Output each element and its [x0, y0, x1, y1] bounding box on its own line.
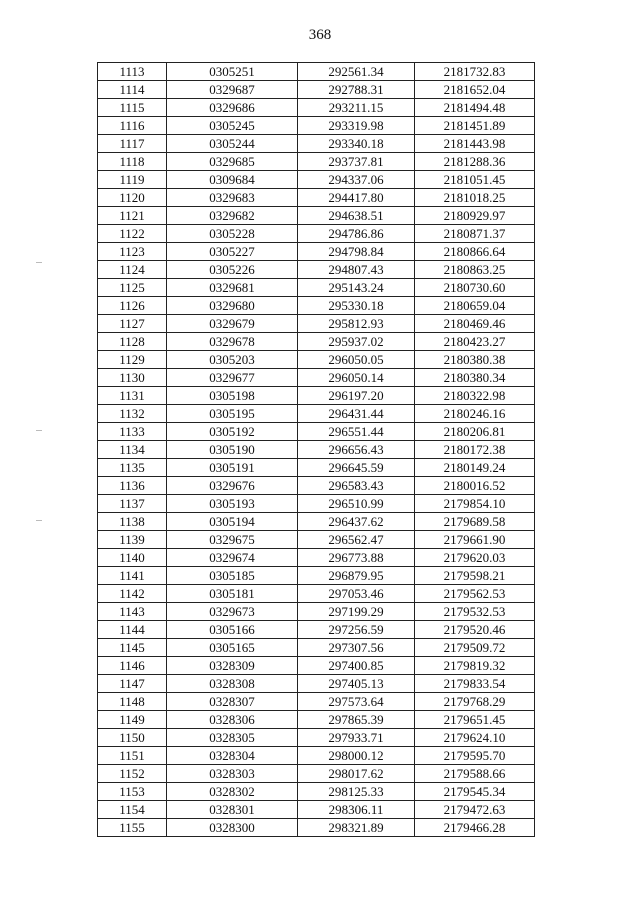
point-number-cell: 1131	[98, 387, 167, 405]
table-row	[98, 153, 535, 171]
x-coordinate-cell: 296562.47	[298, 531, 415, 549]
x-coordinate-cell: 296773.88	[298, 549, 415, 567]
y-coordinate-cell: 2180016.52	[415, 477, 535, 495]
point-id-cell: 0305191	[167, 459, 298, 477]
point-number-cell: 1134	[98, 441, 167, 459]
table-row	[98, 729, 535, 747]
y-coordinate-cell: 2181451.89	[415, 117, 535, 135]
point-id-cell: 0305165	[167, 639, 298, 657]
y-coordinate-cell: 2179520.46	[415, 621, 535, 639]
x-coordinate-cell: 293340.18	[298, 135, 415, 153]
y-coordinate-cell: 2180380.34	[415, 369, 535, 387]
point-number-cell: 1118	[98, 153, 167, 171]
table-row	[98, 585, 535, 603]
table-row	[98, 297, 535, 315]
point-number-cell: 1143	[98, 603, 167, 621]
margin-mark	[36, 262, 42, 263]
y-coordinate-cell: 2181652.04	[415, 81, 535, 99]
point-id-cell: 0328305	[167, 729, 298, 747]
x-coordinate-cell: 298000.12	[298, 747, 415, 765]
x-coordinate-cell: 292561.34	[298, 63, 415, 81]
point-number-cell: 1148	[98, 693, 167, 711]
point-id-cell: 0305228	[167, 225, 298, 243]
point-id-cell: 0329679	[167, 315, 298, 333]
table-row	[98, 441, 535, 459]
y-coordinate-cell: 2181732.83	[415, 63, 535, 81]
point-number-cell: 1130	[98, 369, 167, 387]
point-id-cell: 0305244	[167, 135, 298, 153]
y-coordinate-cell: 2181443.98	[415, 135, 535, 153]
y-coordinate-cell: 2179595.70	[415, 747, 535, 765]
table-row	[98, 279, 535, 297]
point-id-cell: 0305251	[167, 63, 298, 81]
point-number-cell: 1150	[98, 729, 167, 747]
table-row	[98, 495, 535, 513]
table-row	[98, 99, 535, 117]
x-coordinate-cell: 298306.11	[298, 801, 415, 819]
point-number-cell: 1141	[98, 567, 167, 585]
point-id-cell: 0328308	[167, 675, 298, 693]
y-coordinate-cell: 2180866.64	[415, 243, 535, 261]
x-coordinate-cell: 295143.24	[298, 279, 415, 297]
point-id-cell: 0305227	[167, 243, 298, 261]
point-id-cell: 0305194	[167, 513, 298, 531]
y-coordinate-cell: 2181018.25	[415, 189, 535, 207]
table-row	[98, 477, 535, 495]
point-id-cell: 0329680	[167, 297, 298, 315]
point-id-cell: 0305203	[167, 351, 298, 369]
point-id-cell: 0305195	[167, 405, 298, 423]
y-coordinate-cell: 2179624.10	[415, 729, 535, 747]
x-coordinate-cell: 297400.85	[298, 657, 415, 675]
x-coordinate-cell: 297573.64	[298, 693, 415, 711]
point-id-cell: 0329673	[167, 603, 298, 621]
table-row	[98, 225, 535, 243]
y-coordinate-cell: 2180206.81	[415, 423, 535, 441]
table-row	[98, 117, 535, 135]
table-row	[98, 567, 535, 585]
point-number-cell: 1121	[98, 207, 167, 225]
point-id-cell: 0329678	[167, 333, 298, 351]
point-id-cell: 0305192	[167, 423, 298, 441]
point-id-cell: 0328306	[167, 711, 298, 729]
y-coordinate-cell: 2180246.16	[415, 405, 535, 423]
point-number-cell: 1129	[98, 351, 167, 369]
point-number-cell: 1138	[98, 513, 167, 531]
table-row	[98, 405, 535, 423]
x-coordinate-cell: 294798.84	[298, 243, 415, 261]
point-id-cell: 0328309	[167, 657, 298, 675]
x-coordinate-cell: 297405.13	[298, 675, 415, 693]
point-number-cell: 1128	[98, 333, 167, 351]
point-number-cell: 1144	[98, 621, 167, 639]
y-coordinate-cell: 2180322.98	[415, 387, 535, 405]
point-id-cell: 0305190	[167, 441, 298, 459]
point-number-cell: 1145	[98, 639, 167, 657]
table-row	[98, 261, 535, 279]
y-coordinate-cell: 2181288.36	[415, 153, 535, 171]
x-coordinate-cell: 296197.20	[298, 387, 415, 405]
y-coordinate-cell: 2179651.45	[415, 711, 535, 729]
point-number-cell: 1154	[98, 801, 167, 819]
table-row	[98, 387, 535, 405]
point-id-cell: 0329683	[167, 189, 298, 207]
y-coordinate-cell: 2179598.21	[415, 567, 535, 585]
table-row	[98, 675, 535, 693]
x-coordinate-cell: 296879.95	[298, 567, 415, 585]
y-coordinate-cell: 2179819.32	[415, 657, 535, 675]
x-coordinate-cell: 298321.89	[298, 819, 415, 837]
point-id-cell: 0328307	[167, 693, 298, 711]
point-number-cell: 1142	[98, 585, 167, 603]
y-coordinate-cell: 2179466.28	[415, 819, 535, 837]
x-coordinate-cell: 294337.06	[298, 171, 415, 189]
y-coordinate-cell: 2180149.24	[415, 459, 535, 477]
point-id-cell: 0329677	[167, 369, 298, 387]
point-number-cell: 1120	[98, 189, 167, 207]
table-row	[98, 459, 535, 477]
x-coordinate-cell: 295937.02	[298, 333, 415, 351]
point-number-cell: 1135	[98, 459, 167, 477]
point-number-cell: 1119	[98, 171, 167, 189]
margin-mark	[36, 430, 42, 431]
margin-mark	[36, 520, 42, 521]
y-coordinate-cell: 2180871.37	[415, 225, 535, 243]
table-row	[98, 513, 535, 531]
point-id-cell: 0328301	[167, 801, 298, 819]
x-coordinate-cell: 297199.29	[298, 603, 415, 621]
point-id-cell: 0329687	[167, 81, 298, 99]
point-id-cell: 0328303	[167, 765, 298, 783]
table-row	[98, 189, 535, 207]
x-coordinate-cell: 297865.39	[298, 711, 415, 729]
point-id-cell: 0329674	[167, 549, 298, 567]
table-row	[98, 351, 535, 369]
point-id-cell: 0329676	[167, 477, 298, 495]
x-coordinate-cell: 294786.86	[298, 225, 415, 243]
y-coordinate-cell: 2179620.03	[415, 549, 535, 567]
point-id-cell: 0305185	[167, 567, 298, 585]
x-coordinate-cell: 297256.59	[298, 621, 415, 639]
y-coordinate-cell: 2179854.10	[415, 495, 535, 513]
x-coordinate-cell: 294638.51	[298, 207, 415, 225]
point-id-cell: 0305193	[167, 495, 298, 513]
table-row	[98, 603, 535, 621]
point-id-cell: 0309684	[167, 171, 298, 189]
y-coordinate-cell: 2181051.45	[415, 171, 535, 189]
x-coordinate-cell: 296431.44	[298, 405, 415, 423]
table-row	[98, 531, 535, 549]
table-row	[98, 243, 535, 261]
point-number-cell: 1114	[98, 81, 167, 99]
x-coordinate-cell: 296050.05	[298, 351, 415, 369]
x-coordinate-cell: 297053.46	[298, 585, 415, 603]
table-row	[98, 801, 535, 819]
table-row	[98, 63, 535, 81]
table-row	[98, 207, 535, 225]
point-id-cell: 0329682	[167, 207, 298, 225]
point-id-cell: 0305226	[167, 261, 298, 279]
point-number-cell: 1137	[98, 495, 167, 513]
table-row	[98, 657, 535, 675]
x-coordinate-cell: 295330.18	[298, 297, 415, 315]
point-id-cell: 0329681	[167, 279, 298, 297]
table-row	[98, 693, 535, 711]
y-coordinate-cell: 2179545.34	[415, 783, 535, 801]
point-number-cell: 1132	[98, 405, 167, 423]
y-coordinate-cell: 2180423.27	[415, 333, 535, 351]
point-number-cell: 1123	[98, 243, 167, 261]
point-id-cell: 0328304	[167, 747, 298, 765]
x-coordinate-cell: 298125.33	[298, 783, 415, 801]
y-coordinate-cell: 2180929.97	[415, 207, 535, 225]
x-coordinate-cell: 293737.81	[298, 153, 415, 171]
y-coordinate-cell: 2179588.66	[415, 765, 535, 783]
y-coordinate-cell: 2179833.54	[415, 675, 535, 693]
y-coordinate-cell: 2179532.53	[415, 603, 535, 621]
table-row	[98, 81, 535, 99]
table-row	[98, 639, 535, 657]
y-coordinate-cell: 2180380.38	[415, 351, 535, 369]
table-row	[98, 423, 535, 441]
y-coordinate-cell: 2180172.38	[415, 441, 535, 459]
x-coordinate-cell: 292788.31	[298, 81, 415, 99]
page-number: 368	[308, 27, 332, 43]
point-number-cell: 1116	[98, 117, 167, 135]
point-number-cell: 1126	[98, 297, 167, 315]
table-row	[98, 333, 535, 351]
point-number-cell: 1136	[98, 477, 167, 495]
x-coordinate-cell: 296510.99	[298, 495, 415, 513]
point-number-cell: 1153	[98, 783, 167, 801]
point-number-cell: 1139	[98, 531, 167, 549]
table-row	[98, 765, 535, 783]
point-number-cell: 1133	[98, 423, 167, 441]
y-coordinate-cell: 2179509.72	[415, 639, 535, 657]
y-coordinate-cell: 2179562.53	[415, 585, 535, 603]
x-coordinate-cell: 293211.15	[298, 99, 415, 117]
table-row	[98, 315, 535, 333]
point-id-cell: 0305198	[167, 387, 298, 405]
point-id-cell: 0328300	[167, 819, 298, 837]
x-coordinate-cell: 296583.43	[298, 477, 415, 495]
point-number-cell: 1149	[98, 711, 167, 729]
x-coordinate-cell: 294417.80	[298, 189, 415, 207]
y-coordinate-cell: 2180469.46	[415, 315, 535, 333]
table-row	[98, 549, 535, 567]
x-coordinate-cell: 296050.14	[298, 369, 415, 387]
point-number-cell: 1122	[98, 225, 167, 243]
point-id-cell: 0328302	[167, 783, 298, 801]
x-coordinate-cell: 298017.62	[298, 765, 415, 783]
y-coordinate-cell: 2180659.04	[415, 297, 535, 315]
y-coordinate-cell: 2180863.25	[415, 261, 535, 279]
y-coordinate-cell: 2179472.63	[415, 801, 535, 819]
coordinates-table	[97, 62, 535, 837]
table-row	[98, 369, 535, 387]
table-row	[98, 783, 535, 801]
point-number-cell: 1115	[98, 99, 167, 117]
point-number-cell: 1125	[98, 279, 167, 297]
point-number-cell: 1151	[98, 747, 167, 765]
point-number-cell: 1146	[98, 657, 167, 675]
x-coordinate-cell: 296645.59	[298, 459, 415, 477]
y-coordinate-cell: 2181494.48	[415, 99, 535, 117]
coordinates-table-body	[98, 63, 535, 837]
point-number-cell: 1140	[98, 549, 167, 567]
point-number-cell: 1147	[98, 675, 167, 693]
y-coordinate-cell: 2179768.29	[415, 693, 535, 711]
point-number-cell: 1113	[98, 63, 167, 81]
point-id-cell: 0329685	[167, 153, 298, 171]
point-id-cell: 0305181	[167, 585, 298, 603]
table-row	[98, 171, 535, 189]
point-id-cell: 0329675	[167, 531, 298, 549]
table-row	[98, 135, 535, 153]
table-row	[98, 711, 535, 729]
point-id-cell: 0305166	[167, 621, 298, 639]
table-row	[98, 747, 535, 765]
x-coordinate-cell: 294807.43	[298, 261, 415, 279]
point-id-cell: 0305245	[167, 117, 298, 135]
x-coordinate-cell: 297307.56	[298, 639, 415, 657]
y-coordinate-cell: 2179661.90	[415, 531, 535, 549]
point-number-cell: 1155	[98, 819, 167, 837]
x-coordinate-cell: 296656.43	[298, 441, 415, 459]
x-coordinate-cell: 295812.93	[298, 315, 415, 333]
y-coordinate-cell: 2180730.60	[415, 279, 535, 297]
x-coordinate-cell: 293319.98	[298, 117, 415, 135]
y-coordinate-cell: 2179689.58	[415, 513, 535, 531]
point-id-cell: 0329686	[167, 99, 298, 117]
x-coordinate-cell: 296551.44	[298, 423, 415, 441]
point-number-cell: 1117	[98, 135, 167, 153]
x-coordinate-cell: 296437.62	[298, 513, 415, 531]
table-row	[98, 819, 535, 837]
point-number-cell: 1127	[98, 315, 167, 333]
point-number-cell: 1152	[98, 765, 167, 783]
point-number-cell: 1124	[98, 261, 167, 279]
table-row	[98, 621, 535, 639]
x-coordinate-cell: 297933.71	[298, 729, 415, 747]
